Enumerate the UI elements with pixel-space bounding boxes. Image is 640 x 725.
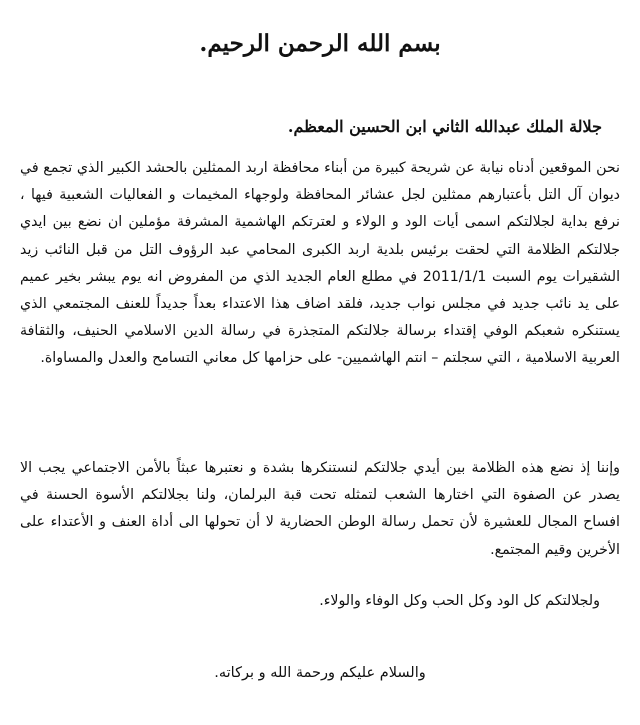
paragraph-condemnation: وإننا إذ نضع هذه الظلامة بين أيدي جلالتكم لنستنكرها بشدة و نعتبرها عبثاً بالأمن الاجتماعي يجب الا يصدر عن الصفوة التي اختارها الشعب لتمثله تحت قبة البرلمان، ولنا بجلالتكم الأسوة الحسنة في افساح المجال للعشيرة لأن تحمل رسالة الوطن الحضارية لا أن تحولها الى أداة العنف و الأعتداء على الأخرين وقيم المجتمع. — [20, 460, 620, 558]
closing-greeting: والسلام عليكم ورحمة الله و بركاته. — [214, 665, 426, 681]
paragraph-regards: ولجلالتكم كل الود وكل الحب وكل الوفاء والولاء. — [319, 593, 600, 609]
paragraph-petition: نحن الموقعين أدناه نيابة عن شريحة كبيرة من أبناء محافظة اربد الممثلين بالحشد الكبير الذي تجمع في ديوان آل التل بأعتبارهم ممثلين لجل عشائر المحافظة ولوجهاء المخيمات و الفعاليات الشعبية فيها ، نرفع بداية لجلالتكم اسمى أيات الود و الولاء و لعترتكم الهاشمية المشرفة مؤملين ان نضع بين ايدي جلالتكم الظلامة التي لحقت برئيس بلدية اربد الكبرى المحامي عبد الرؤوف التل من قبل النائب زيد الشقيرات يوم السبت 2011/1/1 في مطلع العام الجديد الذي من المفروض انه يوم يبشر بخير عميم على يد نائب جديد في مجلس نواب جديد، فلقد اضاف هذا الاعتداء بعداً جديداً للعنف المجتمعي الذي يستنكره شعبكم الوفي إقتداء برسالة جلالتكم المتجذرة في رسالة الدين الاسلامي الحنيف، والثقافة العربية الاسلامية ، التي سجلتم – انتم الهاشميين- على حزامها كل معاني التسامح والعدل والمساواة. — [20, 160, 621, 367]
salutation-line: جلالة الملك عبدالله الثاني ابن الحسين المعظم. — [287, 117, 602, 136]
basmala-heading: بسم الله الرحمن الرحيم. — [199, 30, 441, 57]
